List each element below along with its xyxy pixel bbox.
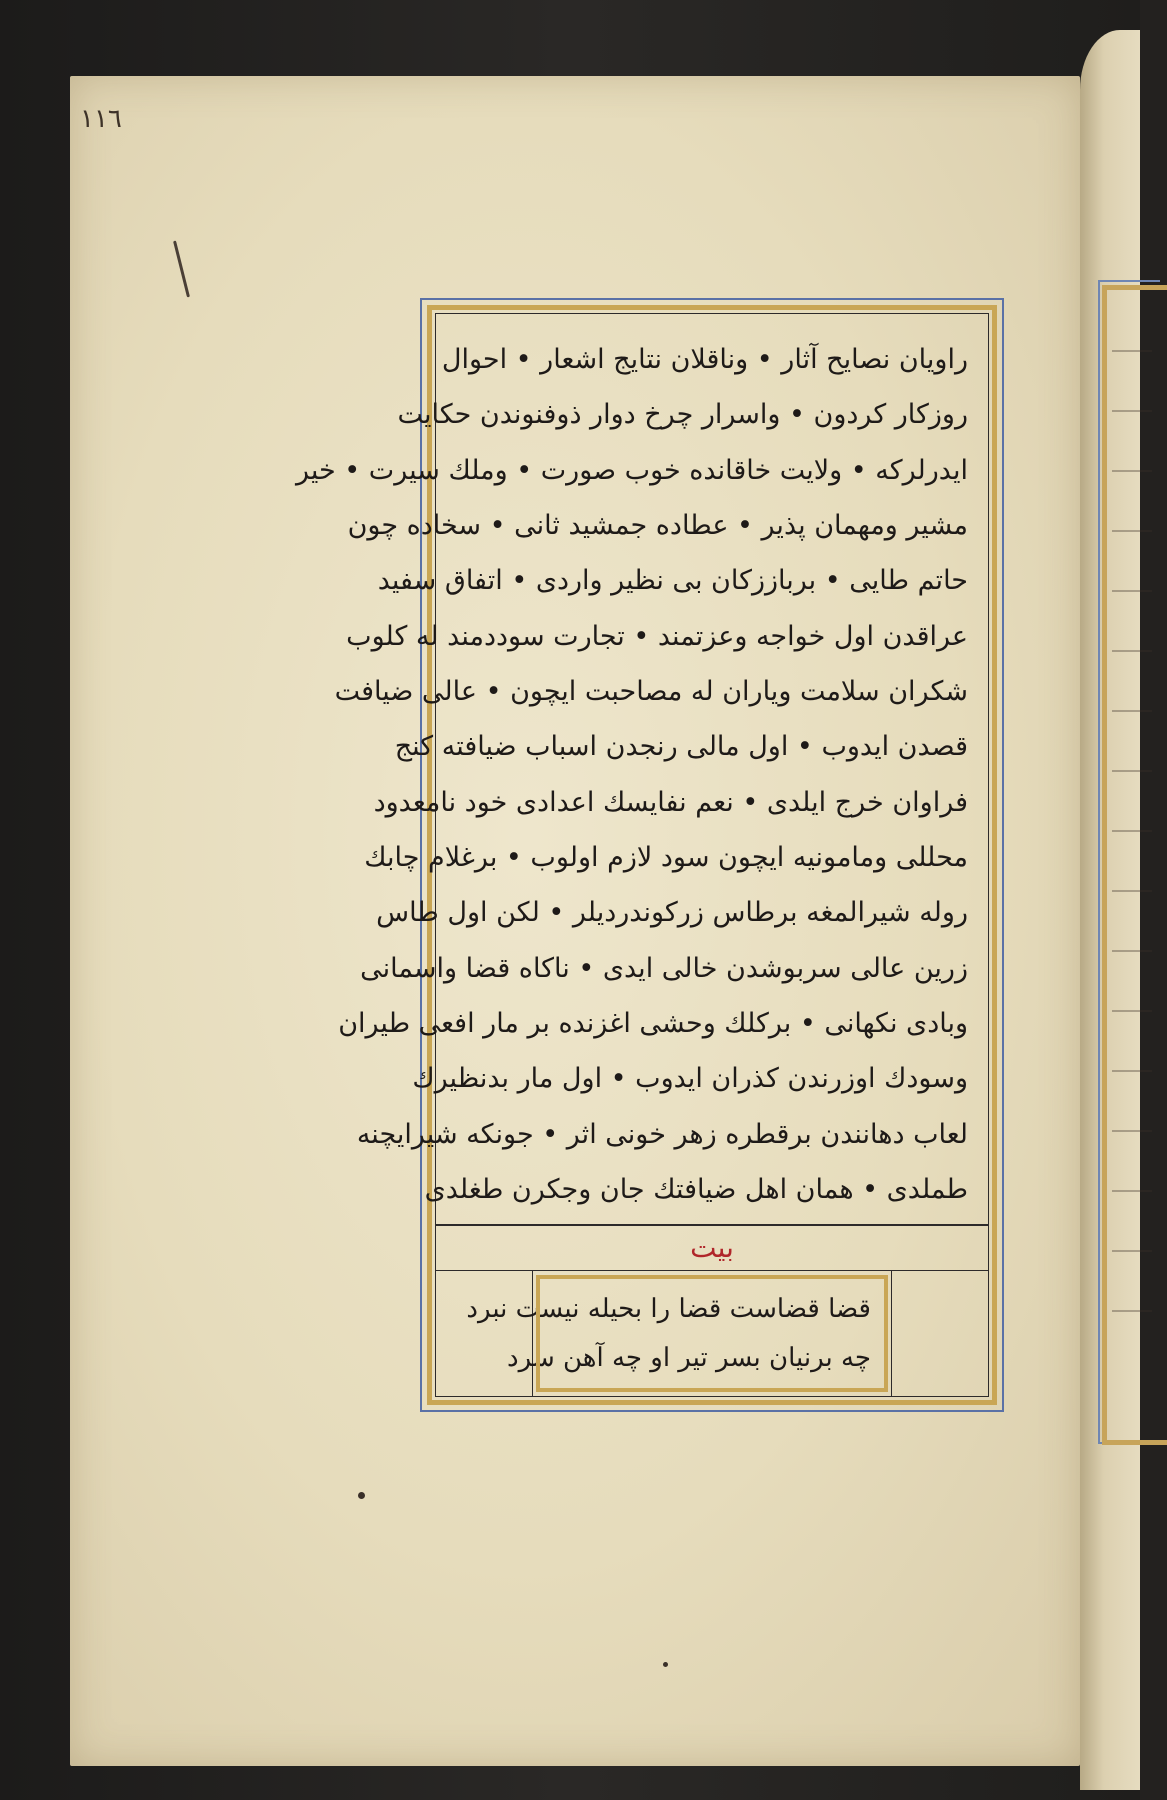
ink-spot: [358, 1492, 365, 1499]
verse-row: [436, 1271, 988, 1397]
prose-line: مشیر ومهمان پذیر • عطاده جمشید ثانی • سخاده چون: [347, 509, 968, 541]
prose-line: حاتم طایی • برباززکان بی نظیر واردی • اتفاق سفید: [377, 565, 968, 597]
verse-line: قضا قضاست قضا را بحیله نیست نبرد: [466, 1293, 871, 1324]
prose-line: زرین عالی سربوشدن خالی ایدی • ناکاه قضا واسمانی: [360, 952, 968, 984]
text-block: [295, 313, 989, 1397]
verse-line: چه برنیان بسر تیر او چه آهن سرد: [507, 1342, 871, 1373]
heading-row: [436, 1226, 988, 1271]
prose-line: ایدرلرکه • ولایت خاقانده خوب صورت • وملك سیرت • خیر: [295, 454, 968, 486]
prose-line: شکران سلامت ویاران له مصاحبت ایچون • عالی ضیافت: [334, 675, 968, 707]
folio-number: ١١٦: [80, 104, 122, 134]
facing-page-edge: [1080, 30, 1140, 1790]
prose-line: فراوان خرج ایلدی • نعم نفایسك اعدادی خود نامعدود: [373, 786, 968, 818]
prose-line: طملدی • همان اهل ضیافتك جان وجکرن طغلدی: [424, 1173, 968, 1205]
gold-ruling: [295, 305, 997, 1405]
prose-line: عراقدن اول خواجه وعزتمند • تجارت سوددمند له کلوب: [346, 620, 968, 652]
prose-line: راویان نصایح آثار • وناقلان نتایج اشعار • احوال: [441, 344, 968, 375]
prose-line: وسودك اوزرندن کذران ایدوب • اول مار بدنظیرك: [412, 1063, 968, 1095]
prose-text: [295, 314, 988, 1224]
prose-line: محللی ومامونیه ایچون سود لازم اولوب • برغلام چابك: [364, 841, 968, 873]
verse-box: [466, 1271, 892, 1397]
prose-line: وبادی نکهانی • برکلك وحشی اغزنده بر مار افعی طیران: [338, 1007, 968, 1039]
ink-spot: [663, 1662, 668, 1667]
prose-line: قصدن ایدوب • اول مالی رنجدن اسباب ضیافته کنج: [394, 731, 968, 763]
prose-line: لعاب دهانندن برقطره زهر خونی اثر • جونکه شیرایچنه: [356, 1118, 968, 1150]
prose-line: روله شیرالمغه برطاس زرکوندردیلر • لکن اول طاس: [376, 897, 968, 929]
text-frame: [295, 298, 1004, 1412]
verse-heading: بیت: [690, 1231, 734, 1264]
prose-line: روزکار کردون • واسرار چرخ دوار ذوفنوندن حکایت: [397, 399, 968, 431]
